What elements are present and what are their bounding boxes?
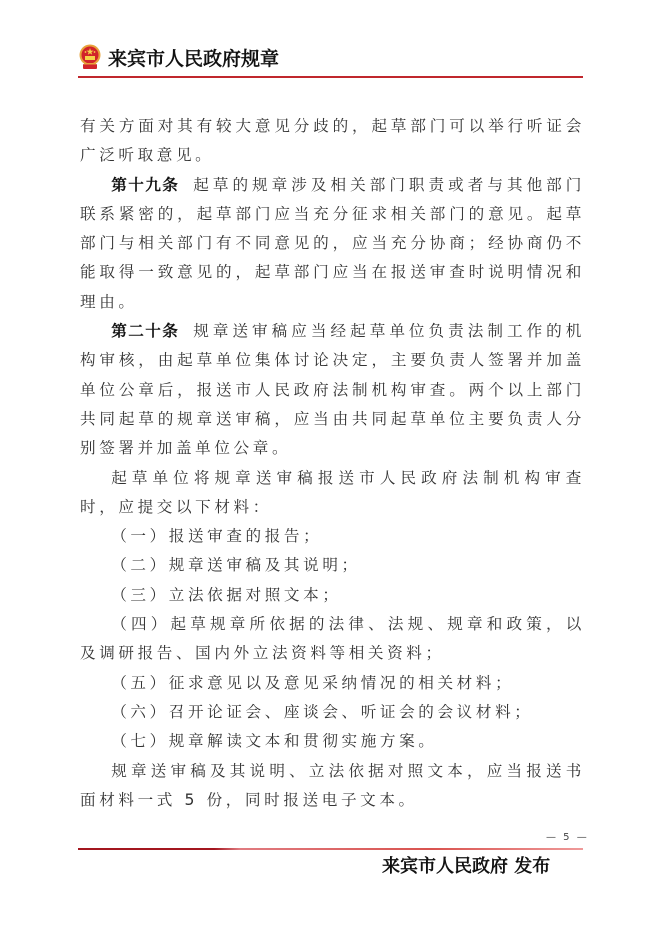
footer-divider <box>78 848 583 850</box>
article-19 <box>80 171 585 317</box>
list-item-text: （四）起草规章所依据的法律、法规、规章和政策，以及调研报告、国内外立法资料等相关资料； <box>80 615 585 663</box>
publisher-label: 来宾市人民政府 发布 <box>382 856 551 877</box>
list-item <box>80 581 585 610</box>
paragraph-text: 规章送审稿应当经起草单位负责法制工作的机构审核，由起草单位集体讨论决定，主要负责人签署并加盖单位公章后，报送市人民政府法制机构审查。两个以上部门共同起草的规章送审稿，应当由共同起草单位主要负责人分别签署并加盖单位公章。 <box>80 322 585 458</box>
article-number: 第十九条 <box>111 175 180 194</box>
article-20 <box>80 317 585 463</box>
paragraph-text: 起草单位将规章送审稿报送市人民政府法制机构审查时，应提交以下材料： <box>80 468 585 516</box>
page-header <box>78 44 583 78</box>
list-item-text: （三）立法依据对照文本； <box>111 585 342 604</box>
page-number: — 5 — <box>546 832 589 843</box>
national-emblem-icon <box>78 44 102 72</box>
list-item-text: （七）规章解读文本和贯彻实施方案。 <box>111 732 438 751</box>
list-item <box>80 698 585 727</box>
list-item <box>80 669 585 698</box>
document-body <box>80 112 585 815</box>
list-item <box>80 610 585 669</box>
document-series-title: 来宾市人民政府规章 <box>108 48 280 70</box>
paragraph-text: 有关方面对其有较大意见分歧的，起草部门可以举行听证会广泛听取意见。 <box>80 117 585 165</box>
article-number: 第二十条 <box>111 322 180 341</box>
header-divider <box>78 76 583 78</box>
list-item <box>80 551 585 580</box>
list-item-text: （六）召开论证会、座谈会、听证会的会议材料； <box>111 702 534 721</box>
paragraph <box>80 464 585 523</box>
list-item <box>80 727 585 756</box>
list-item-text: （二）规章送审稿及其说明； <box>111 556 361 575</box>
paragraph-text: 起草的规章涉及相关部门职责或者与其他部门联系紧密的，起草部门应当充分征求相关部门的意见。起草部门与相关部门有不同意见的，应当充分协商；经协商仍不能取得一致意见的，起草部门应当在报送审查时说明情况和理由。 <box>80 175 585 311</box>
list-item <box>80 522 585 551</box>
paragraph <box>80 757 585 816</box>
paragraph <box>80 112 585 171</box>
list-item-text: （五）征求意见以及意见采纳情况的相关材料； <box>111 673 515 692</box>
paragraph-text: 规章送审稿及其说明、立法依据对照文本，应当报送书面材料一式 5 份，同时报送电子文本。 <box>80 761 585 809</box>
list-item-text: （一）报送审查的报告； <box>111 527 323 546</box>
